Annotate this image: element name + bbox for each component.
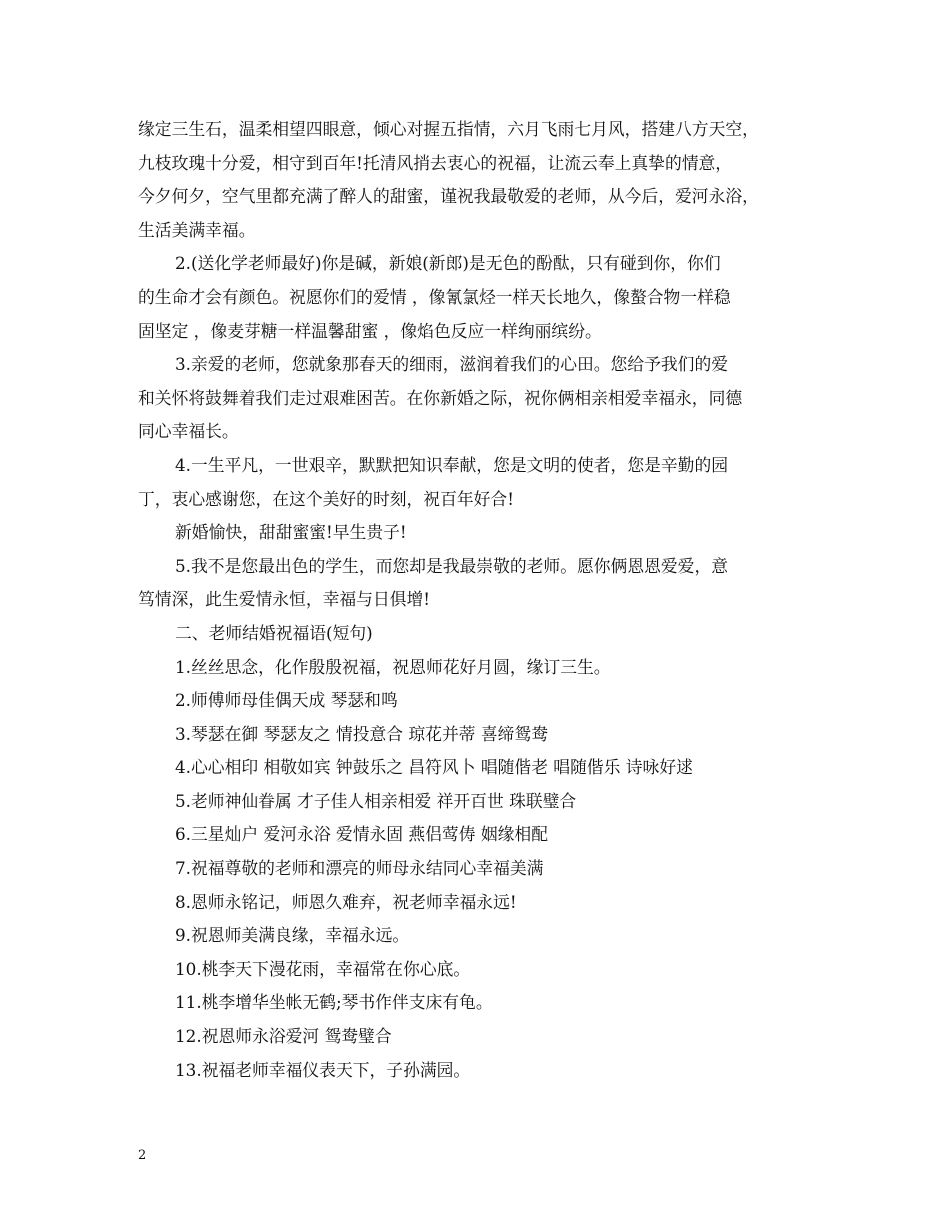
list-item: 7.祝福尊敬的老师和漂亮的师母永结同心幸福美满 — [175, 858, 544, 879]
text-line: 生活美满幸福。 — [138, 219, 256, 240]
list-item: 10.桃李天下漫花雨，幸福常在你心底。 — [175, 958, 471, 979]
list-item: 6.三星灿户 爱河永浴 爱情永固 燕侣莺俦 姻缘相配 — [175, 824, 548, 845]
document-body — [138, 113, 814, 1087]
text-line: 笃情深，此生爱情永恒，幸福与日俱增! — [138, 589, 431, 610]
text-line: 固坚定 ，像麦芽糖一样温馨甜蜜 ，像焰色反应一样绚丽缤纷。 — [138, 320, 602, 341]
list-item: 9.祝恩师美满良缘，幸福永远。 — [175, 925, 410, 946]
text-line: 2.(送化学老师最好)你是碱，新娘(新郎)是无色的酚酞，只有碰到你，你们 — [175, 253, 721, 274]
text-line: 丁，衷心感谢您，在这个美好的时刻，祝百年好合! — [138, 488, 514, 509]
text-line: 5.我不是您最出色的学生，而您却是我最崇敬的老师。愿你俩恩恩爱爱，意 — [175, 555, 729, 576]
text-line: 3.亲爱的老师，您就象那春天的细雨，滋润着我们的心田。您给予我们的爱 — [175, 354, 729, 375]
list-item: 5.老师神仙眷属 才子佳人相亲相爱 祥开百世 珠联璧合 — [175, 790, 577, 811]
list-item: 1.丝丝思念，化作殷殷祝福，祝恩师花好月圆，缘订三生。 — [175, 656, 611, 677]
page-number: 2 — [138, 1148, 147, 1163]
list-item: 11.桃李增华坐帐无鹤;琴书作伴支床有龟。 — [175, 992, 493, 1013]
text-line: 缘定三生石，温柔相望四眼意，倾心对握五指情，六月飞雨七月风，搭建八方天空， — [138, 119, 759, 139]
text-line: 同心幸福长。 — [138, 421, 239, 442]
text-line: 和关怀将鼓舞着我们走过艰难困苦。在你新婚之际，祝你俩相亲相爱幸福永，同德 — [138, 387, 743, 408]
list-item: 2.师傅师母佳偶天成 琴瑟和鸣 — [175, 690, 398, 711]
list-item: 13.祝福老师幸福仪表天下，子孙满园。 — [175, 1059, 471, 1080]
section-heading: 二、老师结婚祝福语(短句) — [175, 622, 373, 643]
text-line: 今夕何夕，空气里都充满了醉人的甜蜜，谨祝我最敬爱的老师，从今后，爱河永浴， — [138, 186, 759, 207]
list-item: 8.恩师永铭记，师恩久难弃，祝老师幸福永远! — [175, 891, 517, 912]
list-item: 12.祝恩师永浴爱河 鸳鸯璧合 — [175, 1026, 392, 1047]
text-line: 新婚愉快，甜甜蜜蜜!早生贵子! — [175, 522, 407, 543]
text-line: 九枝玫瑰十分爱，相守到百年!托清风捎去衷心的祝福，让流云奉上真挚的情意， — [138, 152, 733, 173]
text-line: 的生命才会有颜色。祝愿你们的爱情 ，像氰氯烃一样天长地久，像螯合物一样稳 — [138, 286, 731, 307]
list-item: 4.心心相印 相敬如宾 钟鼓乐之 昌符风卜 唱随偕老 唱随偕乐 诗咏好逑 — [175, 757, 693, 778]
text-line: 4.一生平凡，一世艰辛，默默把知识奉献，您是文明的使者，您是辛勤的园 — [175, 454, 729, 475]
list-item: 3.琴瑟在御 琴瑟友之 情投意合 琼花并蒂 喜缔鸳鸯 — [175, 723, 548, 744]
